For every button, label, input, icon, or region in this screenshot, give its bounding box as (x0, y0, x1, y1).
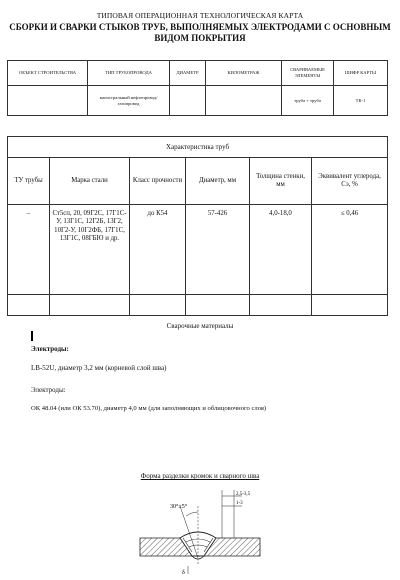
weld-title: Форма разделки кромок и сварного шва (140, 472, 260, 480)
electrode-1: LB-52U, диаметр 3,2 мм (корневой слой шва) (31, 364, 167, 372)
pipe-header-carbon: Эквивалент углерода, Сэ, % (312, 158, 388, 205)
pipe-header-class: Класс прочности (130, 158, 186, 205)
info-header-km: КИЛОМЕТРАЖ (206, 61, 282, 86)
header-line-2: СБОРКИ И СВАРКИ СТЫКОВ ТРУБ, ВЫПОЛНЯЕМЫХ ЭЛЕКТРОДАМИ С ОСНОВНЫМ (9, 22, 391, 32)
pipe-header-row (8, 158, 388, 205)
pipe-header-diameter: Диаметр, мм (186, 158, 250, 205)
pipe-empty-cell (312, 295, 388, 316)
header-line-1: ТИПОВАЯ ОПЕРАЦИОННАЯ ТЕХНОЛОГИЧЕСКАЯ КАРТА (96, 11, 304, 20)
pipe-empty-cell (50, 295, 130, 316)
pipe-cell-carbon: ≤ 0,46 (312, 205, 388, 295)
pipe-empty-row (8, 295, 388, 316)
info-header-diameter: ДИАМЕТР (170, 61, 206, 86)
pipe-header-tu: ТУ трубы (8, 158, 50, 205)
dim-gap-label: 2,5-3,5 (236, 492, 251, 497)
pipe-header-steel: Марка стали (50, 158, 130, 205)
text-cursor (31, 331, 33, 341)
info-table (7, 60, 388, 116)
pipe-empty-cell (130, 295, 186, 316)
info-value-code: ТК-1 (334, 86, 388, 116)
weld-diagram (130, 486, 270, 576)
pipe-cell-diameter: 57-426 (186, 205, 250, 295)
header-line-3: ВИДОМ ПОКРЫТИЯ (154, 33, 246, 43)
pipe-empty-cell (250, 295, 312, 316)
pipe-cell-tu: – (8, 205, 50, 295)
weld-angle-label: 30°±5° (170, 504, 188, 510)
materials-title: Сварочные материалы (166, 322, 234, 330)
pipe-cell-thickness: 4,0-18,0 (250, 205, 312, 295)
pipe-header-thickness: Толщина стенки, мм (250, 158, 312, 205)
info-value-diameter (170, 86, 206, 116)
pipe-empty-cell (8, 295, 50, 316)
info-header-row (8, 61, 388, 86)
pipe-empty-cell (186, 295, 250, 316)
pipe-caption-row (8, 137, 388, 158)
info-value-elements: труба + труба (282, 86, 334, 116)
info-header-code: ШИФР КАРТЫ (334, 61, 388, 86)
info-value-object (8, 86, 88, 116)
dim-thickness-label: δ (182, 570, 185, 576)
info-value-row (8, 86, 388, 116)
info-header-type: ТИП ТРУБОПРОВОДА (88, 61, 170, 86)
electrode-2: ОК 48.04 (или ОК 53.70), диаметр 4,0 мм (для заполняющих и облицовочного слоя) (31, 405, 267, 412)
electrodes-label-1: Электроды: (31, 345, 69, 353)
info-header-object: ОБЪЕКТ СТРОИТЕЛЬСТВА (8, 61, 88, 86)
pipe-caption: Характеристика труб (8, 137, 388, 158)
info-header-elements: СВАРИВАЕМЫЕ ЭЛЕМЕНТЫ (282, 61, 334, 86)
pipe-table (7, 136, 388, 316)
pipe-cell-class: до К54 (130, 205, 186, 295)
info-value-type: магистральный нефтепровод/газопровод (88, 86, 170, 116)
electrodes-label-2: Электроды: (31, 386, 66, 394)
pipe-cell-steel: Ст5сп, 20, 09Г2С, 17Г1С-У, 13Г1С, 12Г2Б, 13Г2, 10Г2-У, 10Г2ФБ, 17Г1С, 13Г1С, 08ГБЮ и др. (50, 205, 130, 295)
pipe-data-row (8, 205, 388, 295)
dim-root-label: 1-3 (236, 501, 243, 506)
info-value-km (206, 86, 282, 116)
